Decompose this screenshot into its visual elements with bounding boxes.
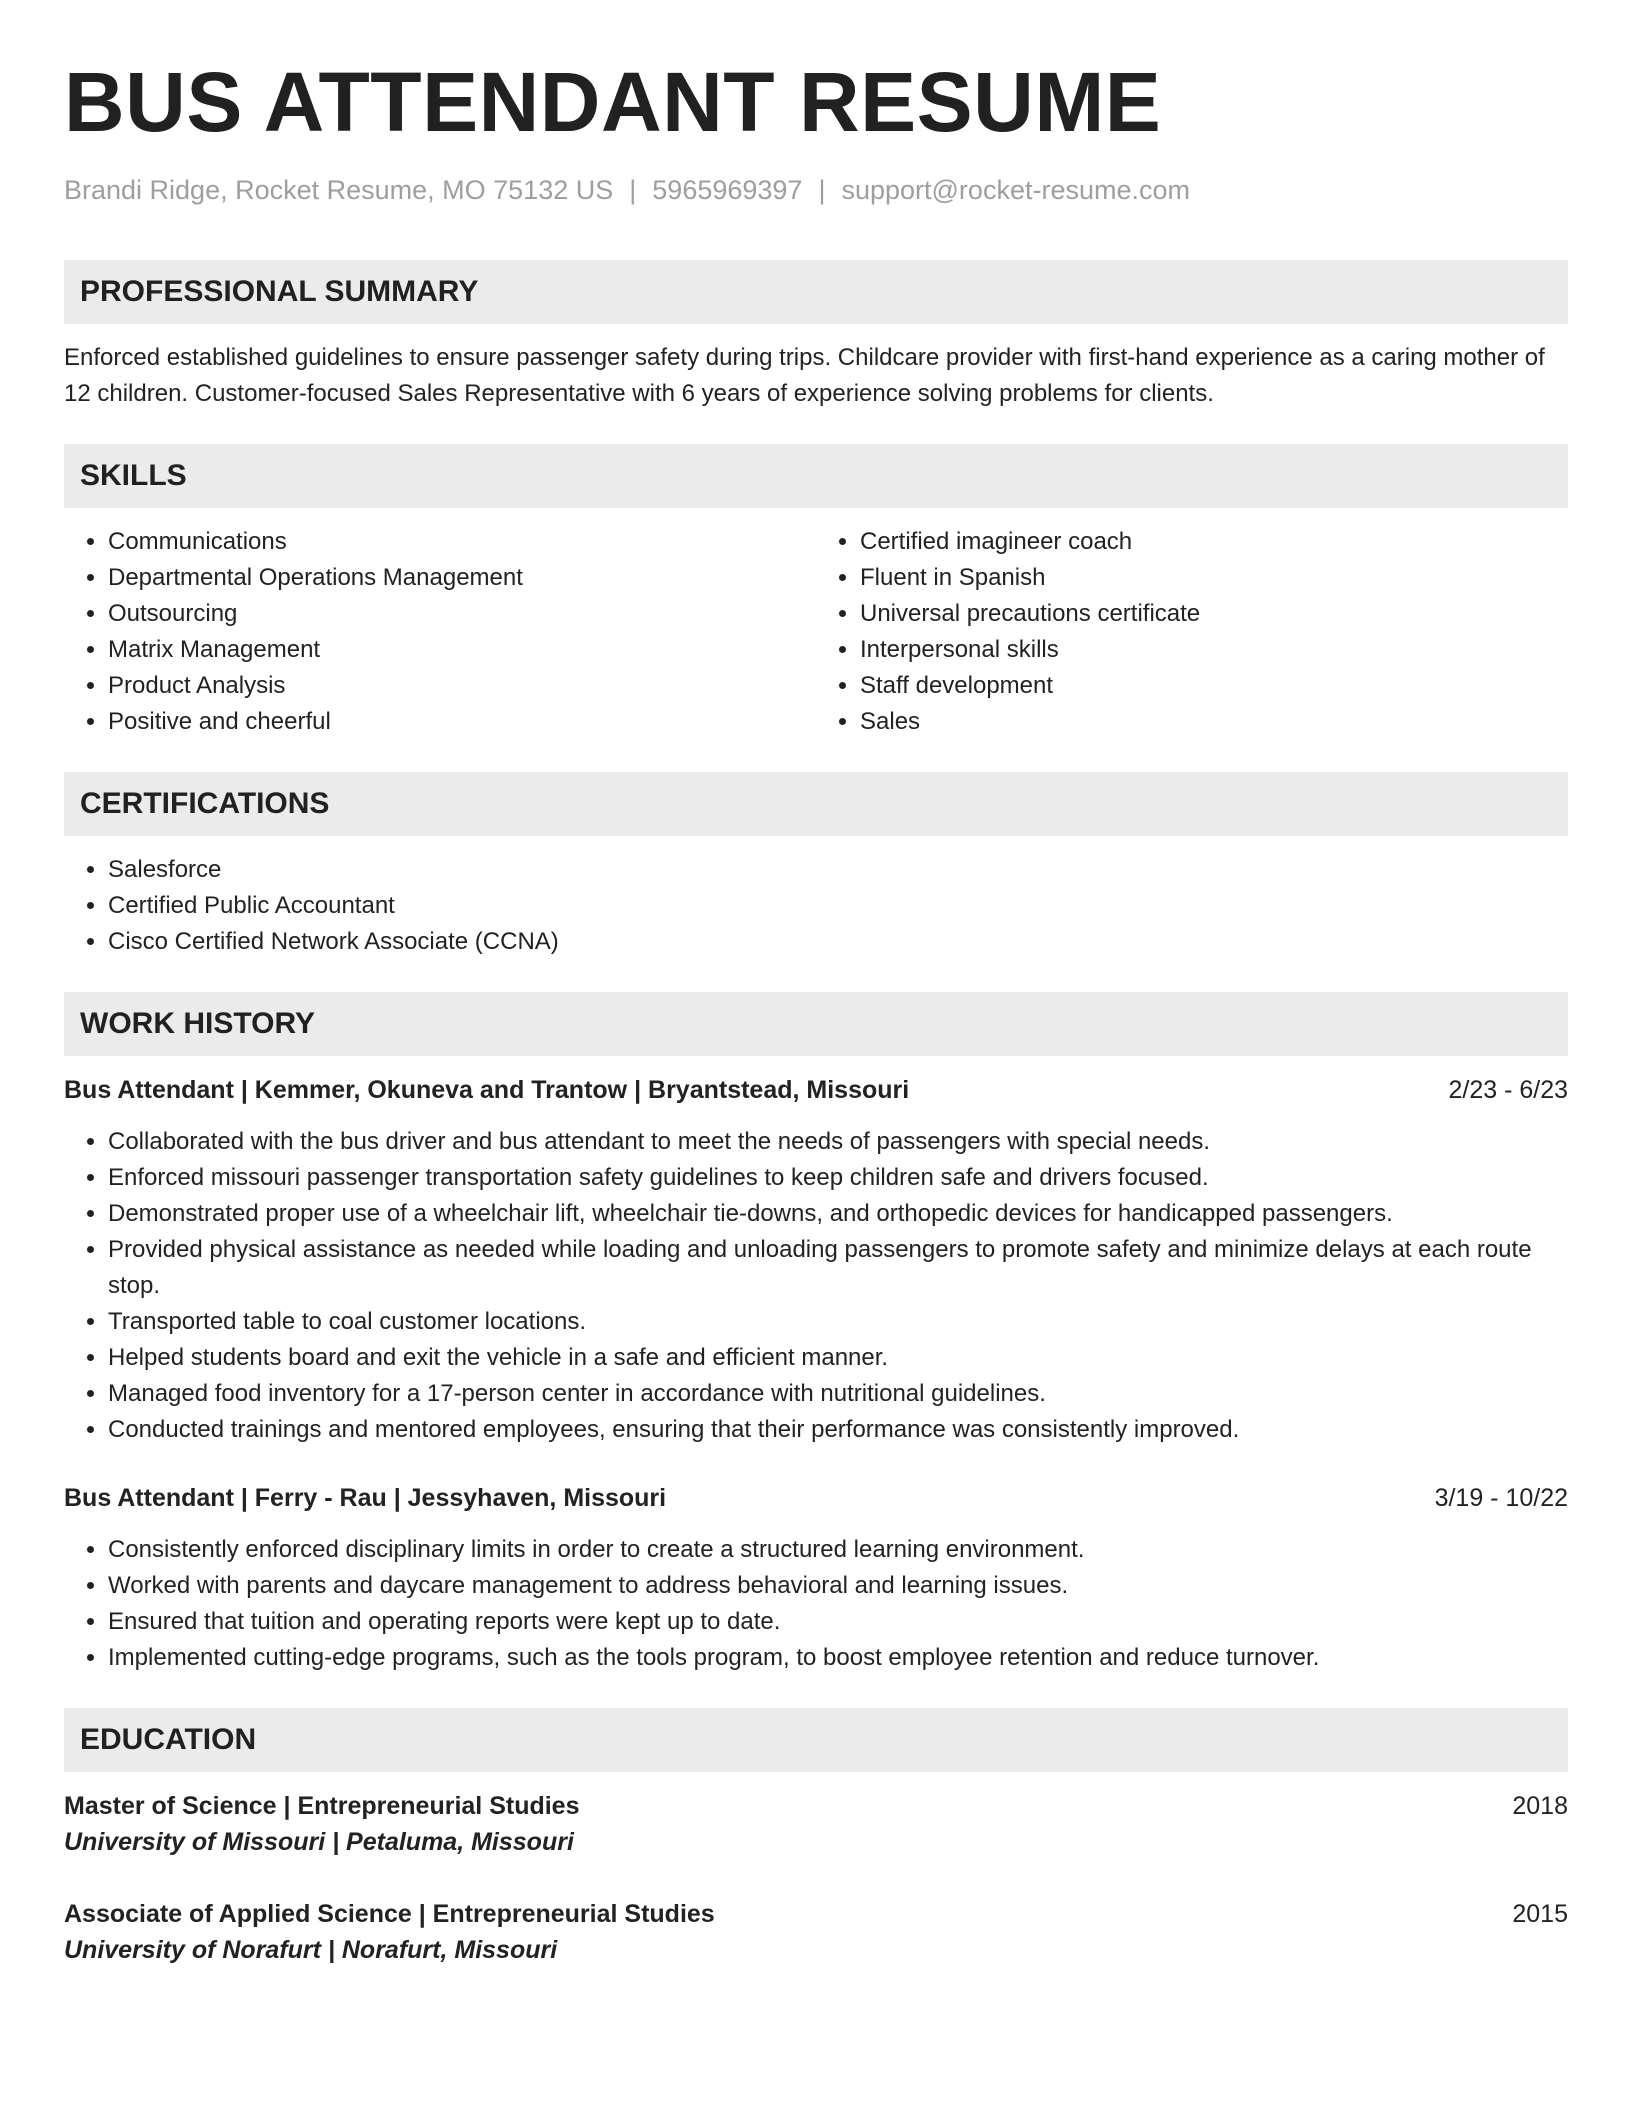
job-duty: • Conducted trainings and mentored employees, ensuring that their performance was consistently improved. [108, 1412, 1568, 1448]
skill-item: • Fluent in Spanish [860, 560, 1568, 596]
skill-item: • Interpersonal skills [860, 632, 1568, 668]
certification-item: • Certified Public Accountant [108, 888, 1568, 924]
contact-phone: 5965969397 [652, 175, 803, 205]
job-duty: • Transported table to coal customer locations. [108, 1304, 1568, 1340]
contact-separator: | [629, 175, 637, 205]
education-header [64, 1788, 1568, 1824]
summary-heading: PROFESSIONAL SUMMARY [64, 260, 1568, 324]
skill-item: • Universal precautions certificate [860, 596, 1568, 632]
education-entry [64, 1896, 1568, 1968]
job-duty: • Implemented cutting-edge programs, such as the tools program, to boost employee retention and reduce turnover. [108, 1640, 1568, 1676]
certifications-heading: CERTIFICATIONS [64, 772, 1568, 836]
job-duty: • Collaborated with the bus driver and bus attendant to meet the needs of passengers with special needs. [108, 1124, 1568, 1160]
education-school: University of Missouri | Petaluma, Missouri [64, 1828, 574, 1856]
summary-text: Enforced established guidelines to ensure passenger safety during trips. Childcare provider with first-hand experience as a caring mother of 12 children. Customer-focused Sales Representative with 6 years of experience solving problems for clients. [64, 344, 1545, 407]
work-history-heading: WORK HISTORY [64, 992, 1568, 1056]
job-dates: 3/19 - 10/22 [1434, 1484, 1568, 1512]
job-duty: • Ensured that tuition and operating reports were kept up to date. [108, 1604, 1568, 1640]
education-degree: Master of Science | Entrepreneurial Studies [64, 1792, 580, 1820]
skill-item: • Certified imagineer coach [860, 524, 1568, 560]
summary-section [64, 260, 1568, 412]
contact-separator: | [818, 175, 826, 205]
education-heading: EDUCATION [64, 1708, 1568, 1772]
skills-heading: SKILLS [64, 444, 1568, 508]
job-dates: 2/23 - 6/23 [1448, 1076, 1568, 1104]
work-history-section [64, 992, 1568, 1676]
job-entry [64, 1480, 1568, 1676]
job-duty: • Provided physical assistance as needed while loading and unloading passengers to promote safety and minimize delays at each route stop. [108, 1232, 1568, 1304]
certifications-list [64, 852, 1568, 960]
resume-title: BUS ATTENDANT RESUME [64, 55, 1162, 149]
skill-item: • Product Analysis [108, 668, 816, 704]
job-duty: • Consistently enforced disciplinary limits in order to create a structured learning environment. [108, 1532, 1568, 1568]
education-degree: Associate of Applied Science | Entrepreneurial Studies [64, 1900, 715, 1928]
job-duties-list [64, 1532, 1568, 1676]
skill-item: • Matrix Management [108, 632, 816, 668]
job-duty: • Helped students board and exit the vehicle in a safe and efficient manner. [108, 1340, 1568, 1376]
skill-item: • Communications [108, 524, 816, 560]
contact-email: support@rocket-resume.com [841, 175, 1190, 205]
skill-item: • Staff development [860, 668, 1568, 704]
education-year: 2015 [1512, 1900, 1568, 1928]
contact-line [64, 172, 1568, 208]
job-duty: • Managed food inventory for a 17-person center in accordance with nutritional guidelines. [108, 1376, 1568, 1412]
job-duty: • Worked with parents and daycare management to address behavioral and learning issues. [108, 1568, 1568, 1604]
job-title: Bus Attendant | Kemmer, Okuneva and Trantow | Bryantstead, Missouri [64, 1076, 910, 1104]
job-duty: • Demonstrated proper use of a wheelchair lift, wheelchair tie-downs, and orthopedic devices for handicapped passengers. [108, 1196, 1568, 1232]
education-year: 2018 [1512, 1792, 1568, 1820]
skills-grid [64, 524, 1568, 740]
job-header [64, 1480, 1568, 1516]
certifications-section [64, 772, 1568, 960]
skills-section [64, 444, 1568, 740]
job-entry [64, 1072, 1568, 1448]
certification-item: • Cisco Certified Network Associate (CCNA) [108, 924, 1568, 960]
skill-item: • Positive and cheerful [108, 704, 816, 740]
skill-item: • Departmental Operations Management [108, 560, 816, 596]
contact-address: Brandi Ridge, Rocket Resume, MO 75132 US [64, 175, 614, 205]
job-header [64, 1072, 1568, 1108]
job-duties-list [64, 1124, 1568, 1448]
job-title: Bus Attendant | Ferry - Rau | Jessyhaven, Missouri [64, 1484, 667, 1512]
education-entry [64, 1788, 1568, 1860]
skills-list-left [64, 524, 816, 740]
certification-item: • Salesforce [108, 852, 1568, 888]
job-duty: • Enforced missouri passenger transportation safety guidelines to keep children safe and drivers focused. [108, 1160, 1568, 1196]
skill-item: • Outsourcing [108, 596, 816, 632]
skill-item: • Sales [860, 704, 1568, 740]
skills-list-right [816, 524, 1568, 740]
education-school: University of Norafurt | Norafurt, Missouri [64, 1936, 558, 1964]
education-header [64, 1896, 1568, 1932]
education-section [64, 1708, 1568, 1968]
